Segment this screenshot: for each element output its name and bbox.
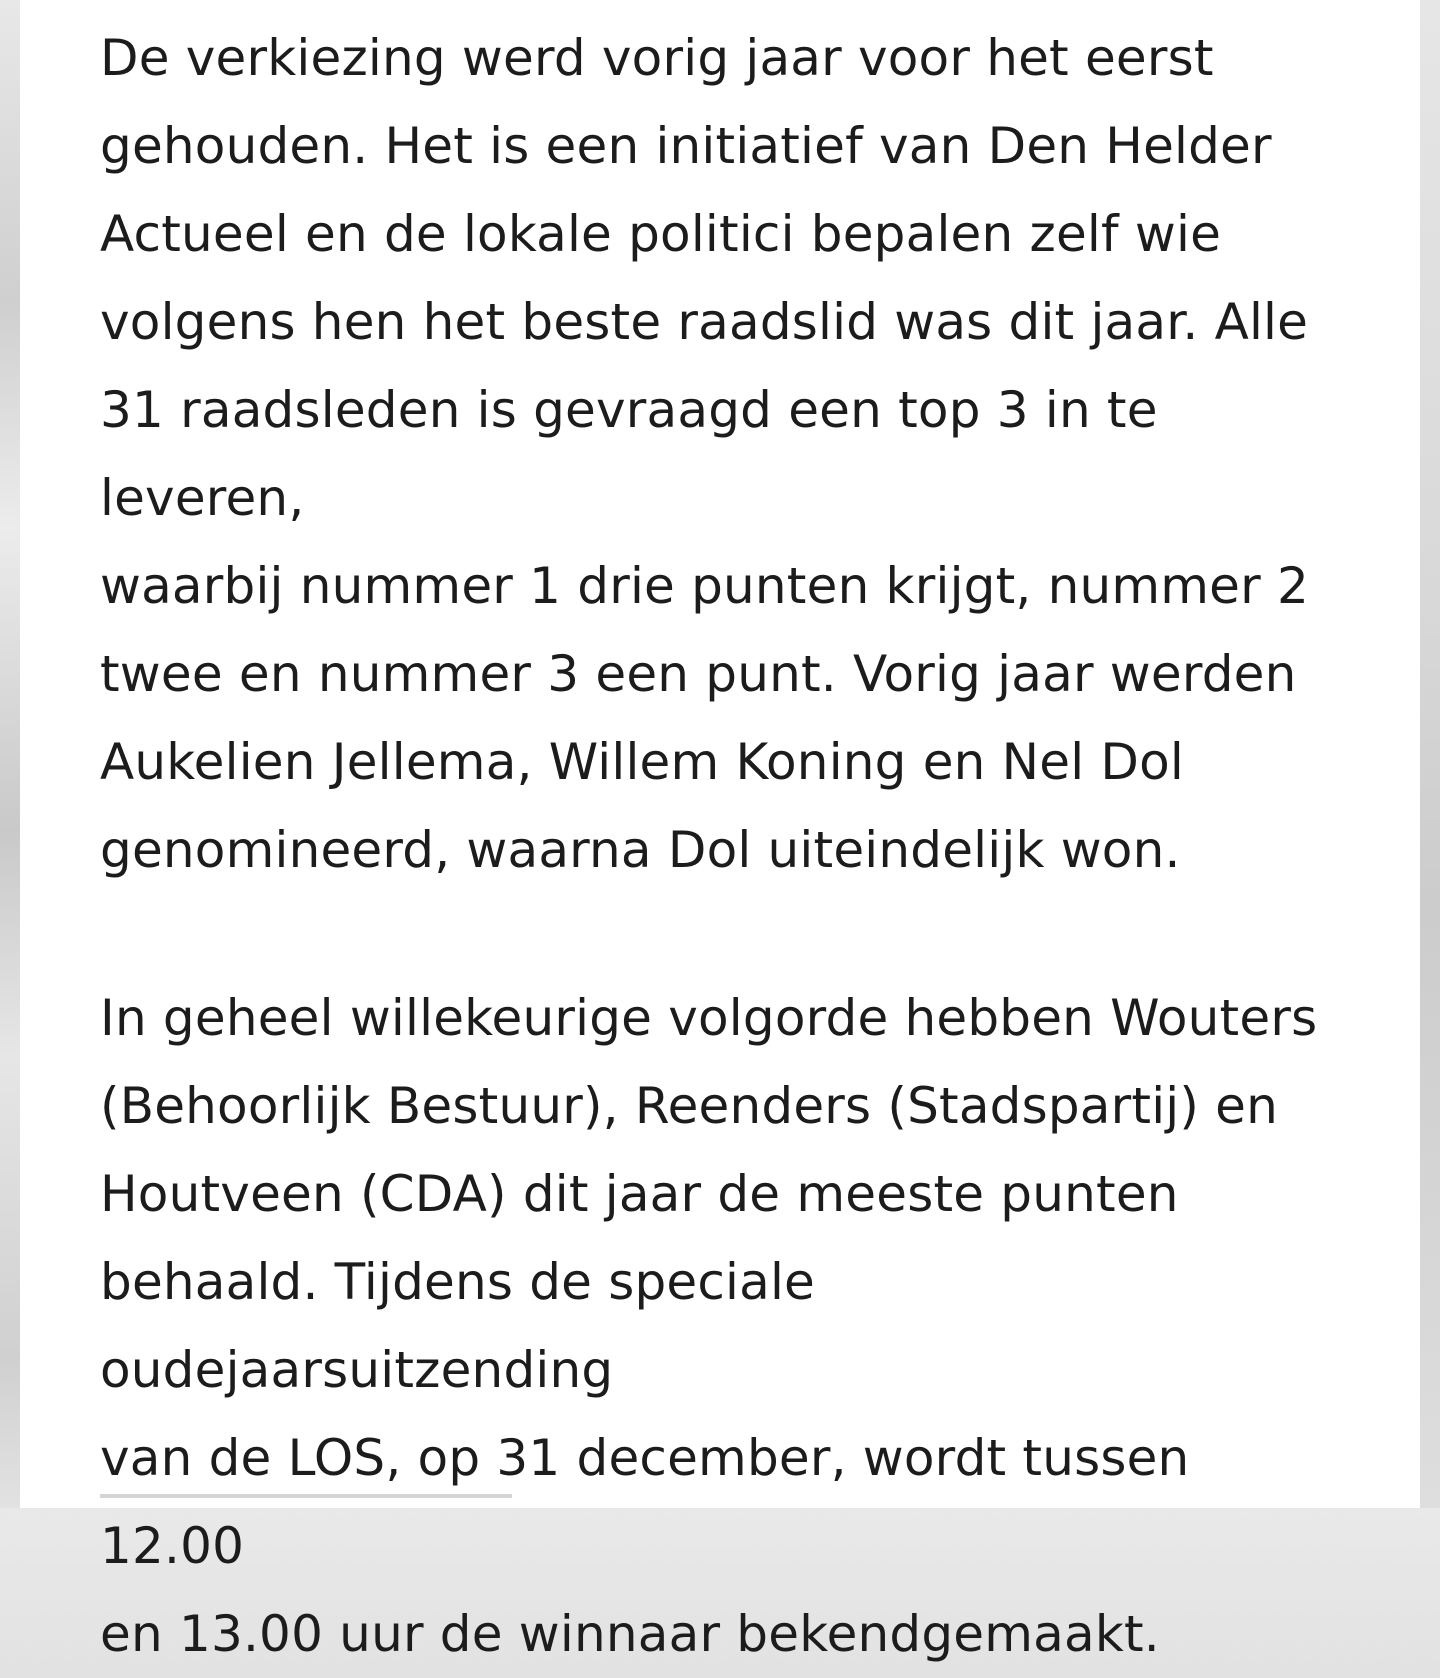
article-paragraph-2: In geheel willekeurige volgorde hebben Wouters (Behoorlijk Bestuur), Reenders (Stadspartij) en Houtveen (CDA) dit jaar de meeste punten behaald. Tijdens de speciale oudejaarsuitzending van de LOS, op 31 december, wordt tussen 12.00 en 13.00 uur de winnaar bekendgemaakt. [100, 989, 1318, 1663]
article-body [100, 14, 1340, 1678]
article-paragraph-1: De verkiezing werd vorig jaar voor het eerst gehouden. Het is een initiatief van Den Helder Actueel en de lokale politici bepalen zelf wie volgens hen het beste raadslid was dit jaar. Alle 31 raadsleden is gevraagd een top 3 in te leveren, waarbij nummer 1 drie punten krijgt, nummer 2 twee en nummer 3 een punt. Vorig jaar werden Aukelien Jellema, Willem Koning en Nel Dol genomineerd, waarna Dol uiteindelijk won. [100, 29, 1309, 879]
article-card [20, 0, 1420, 1663]
page-background-right [1420, 0, 1440, 1508]
page-background-left [0, 0, 20, 1508]
section-divider [100, 1494, 512, 1498]
